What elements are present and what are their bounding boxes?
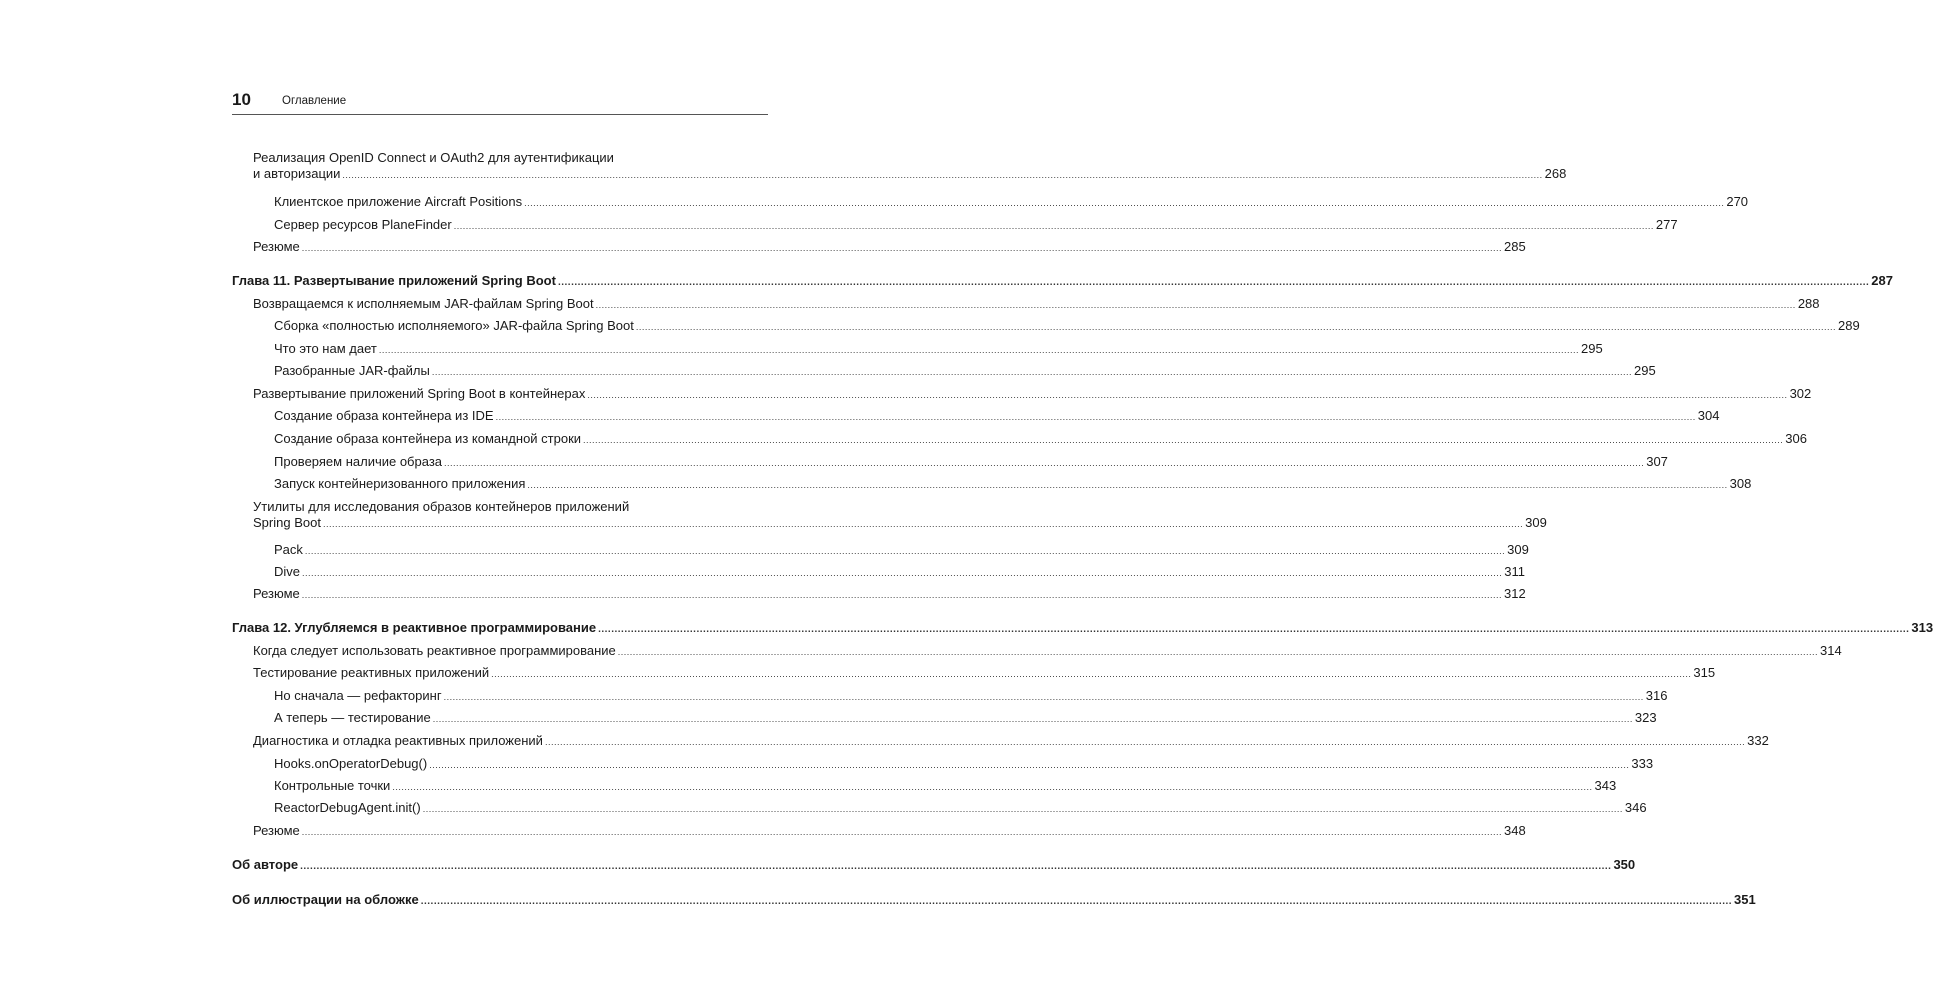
toc-entry-label-line1: Реализация OpenID Connect и OAuth2 для аутентификации (253, 150, 614, 165)
dot-leader: ................................................................................................................................................................................................................................................................................................................................................................................................................ (617, 647, 1818, 657)
dot-leader: ................................................................................................................................................................................................................................................................................................................................................................................................................ (491, 669, 1692, 679)
toc-page-number: 346 (1624, 800, 1647, 815)
toc-entry-label: А теперь — тестирование (274, 710, 431, 725)
toc-entry[interactable] (253, 665, 1716, 681)
toc-entry-label: Диагностика и отладка реактивных приложений (253, 733, 543, 748)
toc-entry-label: Развертывание приложений Spring Boot в контейнерах (253, 386, 586, 401)
toc-entry-label: Hooks.onOperatorDebug() (274, 756, 428, 771)
toc-page-number: 268 (1544, 166, 1567, 181)
dot-leader: ................................................................................................................................................................................................................................................................................................................................................................................................................ (524, 198, 1725, 208)
toc-chapter-entry[interactable] (232, 620, 1933, 636)
toc-entry-label: Но сначала — рефакторинг (274, 688, 442, 703)
toc-page-number: 333 (1631, 756, 1654, 771)
toc-entry[interactable] (274, 542, 1529, 558)
toc-entry-label: Клиентское приложение Aircraft Positions (274, 194, 523, 209)
toc-entry-label: Разобранные JAR-файлы (274, 363, 430, 378)
toc-entry-label: Об авторе (232, 857, 299, 872)
toc-entry[interactable] (274, 688, 1668, 704)
toc-entry[interactable] (253, 733, 1769, 749)
toc-entry-label: Что это нам дает (274, 341, 377, 356)
toc-entry-label: Создание образа контейнера из командной строки (274, 431, 582, 446)
dot-leader: ................................................................................................................................................................................................................................................................................................................................................................................................................ (635, 322, 1837, 332)
toc-page-number: 351 (1734, 892, 1756, 907)
dot-leader: ................................................................................................................................................................................................................................................................................................................................................................................................................ (429, 760, 1630, 770)
toc-entry-label: Dive (274, 564, 301, 579)
toc-entry[interactable] (274, 710, 1657, 726)
toc-page-number: 314 (1819, 643, 1842, 658)
toc-entry[interactable] (274, 194, 1749, 210)
dot-leader: ................................................................................................................................................................................................................................................................................................................................................................................................................ (453, 221, 1654, 231)
toc-entry[interactable] (253, 239, 1526, 255)
toc-entry-label: и авторизации (253, 166, 341, 181)
toc-entry-label-line1: Утилиты для исследования образов контейнеров приложений (253, 499, 630, 514)
toc-entry-label: Глава 12. Углубляемся в реактивное программирование (232, 620, 597, 635)
toc-entry-label: Сервер ресурсов PlaneFinder (274, 217, 452, 232)
toc-entry-label: Когда следует использовать реактивное программирование (253, 643, 616, 658)
dot-leader: ................................................................................................................................................................................................................................................................................................................................................................................................................ (304, 546, 1506, 556)
toc-page-number: 311 (1504, 564, 1525, 579)
toc-entry-label: ReactorDebugAgent.init() (274, 800, 421, 815)
dot-leader: ................................................................................................................................................................................................................................................................................................................................................................................................................ (392, 782, 1593, 792)
dot-leader: ................................................................................................................................................................................................................................................................................................................................................................................................................ (557, 277, 1870, 288)
toc-page-number: 350 (1613, 857, 1636, 872)
dot-leader: ................................................................................................................................................................................................................................................................................................................................................................................................................ (301, 590, 1502, 600)
header-rule (232, 114, 768, 115)
toc-page-number: 304 (1697, 408, 1720, 423)
dot-leader: ................................................................................................................................................................................................................................................................................................................................................................................................................ (300, 861, 1612, 872)
running-head (232, 88, 768, 114)
toc-page-number: 332 (1747, 733, 1769, 748)
dot-leader: ................................................................................................................................................................................................................................................................................................................................................................................................................ (583, 435, 1784, 445)
dot-leader: ................................................................................................................................................................................................................................................................................................................................................................................................................ (431, 367, 1633, 377)
toc-entry[interactable] (253, 296, 1820, 312)
dot-leader: ................................................................................................................................................................................................................................................................................................................................................................................................................ (301, 243, 1502, 253)
toc-entry-label: Тестирование реактивных приложений (253, 665, 490, 680)
toc-page-number: 277 (1655, 217, 1678, 232)
toc-chapter-entry[interactable] (232, 857, 1636, 873)
toc-entry[interactable] (274, 778, 1617, 794)
toc-page-number: 308 (1729, 476, 1752, 491)
toc-entry[interactable] (274, 564, 1525, 580)
toc-entry[interactable] (253, 586, 1526, 602)
toc-page-number: 312 (1503, 586, 1526, 601)
page-number: 10 (232, 90, 251, 109)
dot-leader: ................................................................................................................................................................................................................................................................................................................................................................................................................ (598, 624, 1910, 635)
toc-entry-label: Pack (274, 542, 303, 557)
dot-leader: ................................................................................................................................................................................................................................................................................................................................................................................................................ (444, 458, 1645, 468)
toc-entry[interactable] (253, 386, 1812, 402)
toc-entry-label: Об иллюстрации на обложке (232, 892, 419, 907)
toc-chapter-entry[interactable] (232, 273, 1893, 289)
dot-leader: ................................................................................................................................................................................................................................................................................................................................................................................................................ (544, 737, 1746, 747)
toc-entry-label: Резюме (253, 586, 300, 601)
toc-entry[interactable] (274, 476, 1752, 492)
toc-page-number: 289 (1838, 318, 1860, 333)
dot-leader: ................................................................................................................................................................................................................................................................................................................................................................................................................ (432, 714, 1633, 724)
book-page (232, 88, 1933, 907)
toc-chapter-entry[interactable] (232, 892, 1756, 908)
toc-entry-label: Проверяем наличие образа (274, 454, 443, 469)
section-title: Оглавление (282, 95, 347, 107)
dot-leader: ................................................................................................................................................................................................................................................................................................................................................................................................................ (595, 300, 1796, 310)
dot-leader: ................................................................................................................................................................................................................................................................................................................................................................................................................ (443, 692, 1644, 702)
toc-entry-label: Создание образа контейнера из IDE (274, 408, 494, 423)
toc-entry[interactable] (253, 643, 1842, 659)
toc-page-number: 316 (1645, 688, 1668, 703)
toc-page-number: 295 (1634, 363, 1656, 378)
toc-page-number: 313 (1911, 620, 1933, 635)
toc-page-number: 343 (1594, 778, 1617, 793)
toc-entry-label: Spring Boot (253, 515, 321, 530)
dot-leader: ................................................................................................................................................................................................................................................................................................................................................................................................................ (420, 896, 1733, 907)
dot-leader: ................................................................................................................................................................................................................................................................................................................................................................................................................ (301, 827, 1502, 837)
dot-leader: ................................................................................................................................................................................................................................................................................................................................................................................................................ (495, 412, 1696, 422)
toc-entry-label: Резюме (253, 239, 300, 254)
toc-entry-label: Запуск контейнеризованного приложения (274, 476, 526, 491)
dot-leader: ................................................................................................................................................................................................................................................................................................................................................................................................................ (302, 568, 1503, 578)
toc-entry-label: Резюме (253, 823, 300, 838)
dot-leader: ................................................................................................................................................................................................................................................................................................................................................................................................................ (527, 480, 1728, 490)
toc-entry[interactable] (274, 217, 1678, 233)
toc-entry[interactable] (274, 454, 1668, 470)
dot-leader: ................................................................................................................................................................................................................................................................................................................................................................................................................ (322, 519, 1524, 529)
toc-entry[interactable] (274, 408, 1720, 424)
toc-entry[interactable] (274, 318, 1860, 334)
toc-entry[interactable] (253, 150, 1567, 182)
dot-leader: ................................................................................................................................................................................................................................................................................................................................................................................................................ (422, 804, 1623, 814)
toc-entry[interactable] (253, 823, 1526, 839)
toc-page-number: 295 (1581, 341, 1603, 356)
toc-page-number: 307 (1646, 454, 1668, 469)
toc-entry[interactable] (274, 341, 1603, 357)
toc-entry[interactable] (274, 756, 1654, 772)
toc-page-number: 270 (1726, 194, 1749, 209)
toc-page-number: 348 (1503, 823, 1526, 838)
toc-page-number: 309 (1507, 542, 1529, 557)
toc-page-number: 306 (1785, 431, 1807, 446)
toc-entry-label: Контрольные точки (274, 778, 391, 793)
toc-entry[interactable] (274, 431, 1807, 447)
toc-page-number: 315 (1693, 665, 1716, 680)
toc-page-number: 302 (1789, 386, 1812, 401)
toc-entry-label: Возвращаемся к исполняемым JAR-файлам Spring Boot (253, 296, 594, 311)
toc-entry[interactable] (274, 800, 1647, 816)
toc-entry[interactable] (274, 363, 1656, 379)
toc-entry-label: Сборка «полностью исполняемого» JAR-файла Spring Boot (274, 318, 634, 333)
toc-page-number: 323 (1634, 710, 1657, 725)
toc-entry-label: Глава 11. Развертывание приложений Spring Boot (232, 273, 556, 288)
toc-page-number: 288 (1797, 296, 1820, 311)
toc-page-number: 285 (1503, 239, 1526, 254)
dot-leader: ................................................................................................................................................................................................................................................................................................................................................................................................................ (378, 345, 1580, 355)
dot-leader: ................................................................................................................................................................................................................................................................................................................................................................................................................ (587, 390, 1788, 400)
toc-page-number: 309 (1525, 515, 1547, 530)
toc-entry[interactable] (253, 499, 1547, 531)
dot-leader: ................................................................................................................................................................................................................................................................................................................................................................................................................ (342, 170, 1543, 180)
toc-page-number: 287 (1871, 273, 1893, 288)
